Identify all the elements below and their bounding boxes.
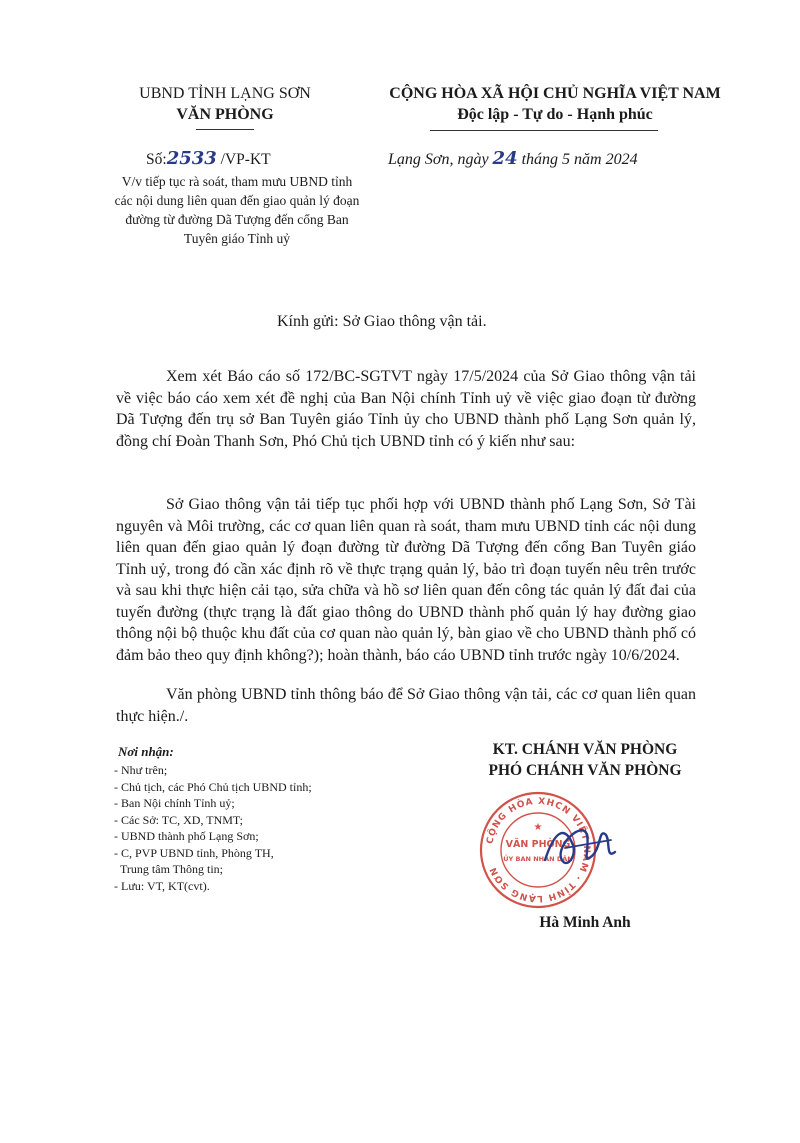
distribution-item: - C, PVP UBND tỉnh, Phòng TH,	[114, 845, 274, 860]
handwritten-signature-icon	[535, 800, 625, 890]
document-summary: V/v tiếp tục rà soát, tham mưu UBND tỉnh các nội dung liên quan đến giao quản lý đoạn đường từ đường Dã Tượng đến cổng Ban Tuyên giáo Tỉnh uỷ	[114, 174, 360, 246]
distribution-list	[114, 762, 414, 894]
divider	[196, 129, 254, 130]
national-motto: Độc lập - Tự do - Hạnh phúc	[457, 106, 653, 123]
svg-text:CỘNG HÒA XHCN VIỆT NAM · TỈNH: CỘNG HÒA XHCN VIỆT NAM · TỈNH LẠNG SƠN	[485, 796, 592, 904]
body-paragraph: Sở Giao thông vận tải tiếp tục phối hợp với UBND thành phố Lạng Sơn, Sở Tài nguyên và Môi trường, các cơ quan liên quan rà soát, tham mưu UBND tỉnh các nội dung liên quan đến giao quản lý đoạn đường từ đường Dã Tượng đến cổng Ban Tuyên giáo Tỉnh uỷ, trong đó cần xác định rõ về thực trạng quản lý, bảo trì đoạn tuyến nêu trên trước và sau khi thực hiện cải tạo, sửa chữa và hồ sơ liên quan đến công tác quản lý đất đai của tuyến đường (thực trạng là đất giao thông do UBND thành phố quản lý hay đường giao thông nội bộ thuộc khu đất của cơ quan nào quản lý, bàn giao về cho UBND thành phố có đảm bảo theo quy định không?); hoàn thành, báo cáo UBND tỉnh trước ngày 10/6/2024.	[116, 496, 696, 664]
document-number-prefix: Số:	[146, 151, 167, 168]
distribution-item: Trung tâm Thông tin;	[120, 862, 224, 876]
signature-title: KT. CHÁNH VĂN PHÒNG	[492, 741, 678, 758]
document-number-suffix: /VP-KT	[220, 151, 271, 168]
distribution-item: - Như trên;	[114, 763, 168, 777]
issuing-authority: UBND TỈNH LẠNG SƠN	[139, 85, 311, 102]
signature-subtitle: PHÓ CHÁNH VĂN PHÒNG	[488, 762, 682, 779]
place-date-before: Lạng Sơn, ngày	[388, 151, 489, 168]
distribution-item: - Các Sở: TC, XD, TNMT;	[114, 812, 243, 827]
distribution-item: - UBND thành phố Lạng Sơn;	[114, 829, 259, 843]
distribution-item: - Ban Nội chính Tỉnh uỷ;	[114, 796, 235, 810]
handwritten-number: 2533	[166, 148, 217, 169]
handwritten-day: 24	[492, 148, 518, 169]
body-paragraph: Xem xét Báo cáo số 172/BC-SGTVT ngày 17/5/2024 của Sở Giao thông vận tải về việc báo cáo xem xét đề nghị của Ban Nội chính Tỉnh uỷ về việc giao đoạn từ đường Dã Tượng đến trụ sở Ban Tuyên giáo Tỉnh ủy cho UBND thành phố Lạng Sơn quản lý, đồng chí Đoàn Thanh Sơn, Phó Chủ tịch UBND tỉnh có ý kiến như sau:	[116, 368, 696, 450]
distribution-item: - Chủ tịch, các Phó Chủ tịch UBND tỉnh;	[114, 779, 312, 794]
distribution-heading: Nơi nhận:	[118, 744, 174, 759]
distribution-item: - Lưu: VT, KT(cvt).	[114, 878, 210, 893]
national-title: CỘNG HÒA XÃ HỘI CHỦ NGHĨA VIỆT NAM	[389, 85, 721, 102]
place-date	[388, 148, 638, 169]
body-paragraph: Văn phòng UBND tỉnh thông báo để Sở Giao thông vận tải, các cơ quan liên quan thực hiện./.	[116, 686, 696, 725]
issuing-office: VĂN PHÒNG	[176, 106, 274, 123]
document-number	[146, 148, 271, 169]
divider	[430, 130, 658, 131]
signer-name: Hà Minh Anh	[539, 914, 631, 931]
recipient: Kính gửi: Sở Giao thông vận tải.	[277, 313, 487, 330]
svg-text:ỦY BAN NHÂN DÂN: ỦY BAN NHÂN DÂN	[503, 855, 573, 863]
svg-text:★: ★	[533, 822, 543, 833]
place-date-after: tháng 5 năm 2024	[521, 151, 638, 168]
svg-text:VĂN PHÒNG: VĂN PHÒNG	[505, 839, 571, 850]
